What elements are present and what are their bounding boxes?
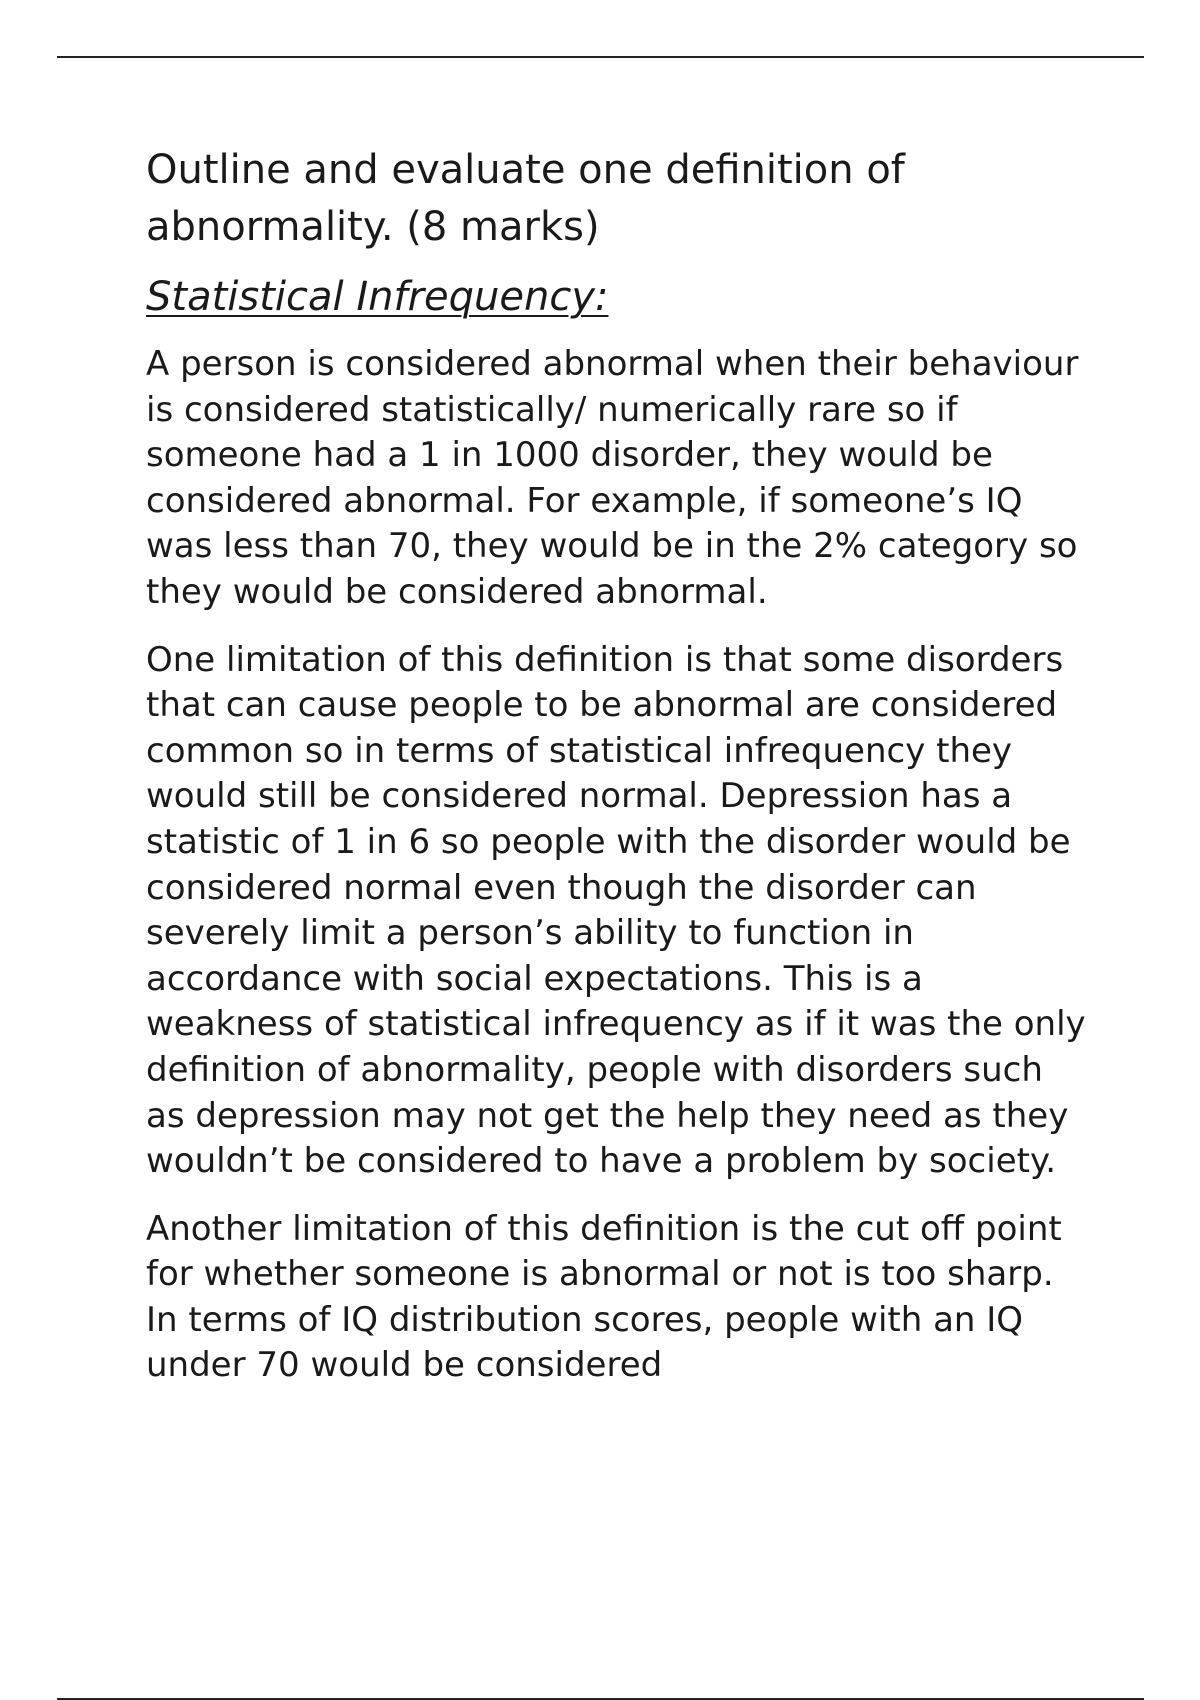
top-divider	[57, 56, 1144, 58]
section-heading: Statistical Infrequency:	[146, 274, 609, 320]
paragraph-limitation-two: Another limitation of this definition is the cut off point for whether someone is abnormal or not is too sharp. In terms of IQ distribution scores, people with an IQ under 70 would be considered	[146, 1208, 1062, 1386]
page-title: Outline and evaluate one definition of abnormality. (8 marks)	[146, 147, 905, 250]
document-body	[146, 142, 1086, 1389]
paragraph-definition: A person is considered abnormal when their behaviour is considered statistically/ numerically rare so if someone had a 1 in 1000 disorder, they would be considered abnormal. For example, if someone’s IQ was less than 70, they would be in the 2% category so they would be considered abnormal.	[146, 344, 1079, 612]
paragraph-limitation-one: One limitation of this definition is that some disorders that can cause people to be abnormal are considered common so in terms of statistical infrequency they would still be considered normal. Depression has a statistic of 1 in 6 so people with the disorder would be considered normal even though the disorder can severely limit a person’s ability to function in accordance with social expectations. This is a weakness of statistical infrequency as if it was the only definition of abnormality, people with disorders such as depression may not get the help they need as they wouldn’t be considered to have a problem by society.	[146, 639, 1086, 1182]
